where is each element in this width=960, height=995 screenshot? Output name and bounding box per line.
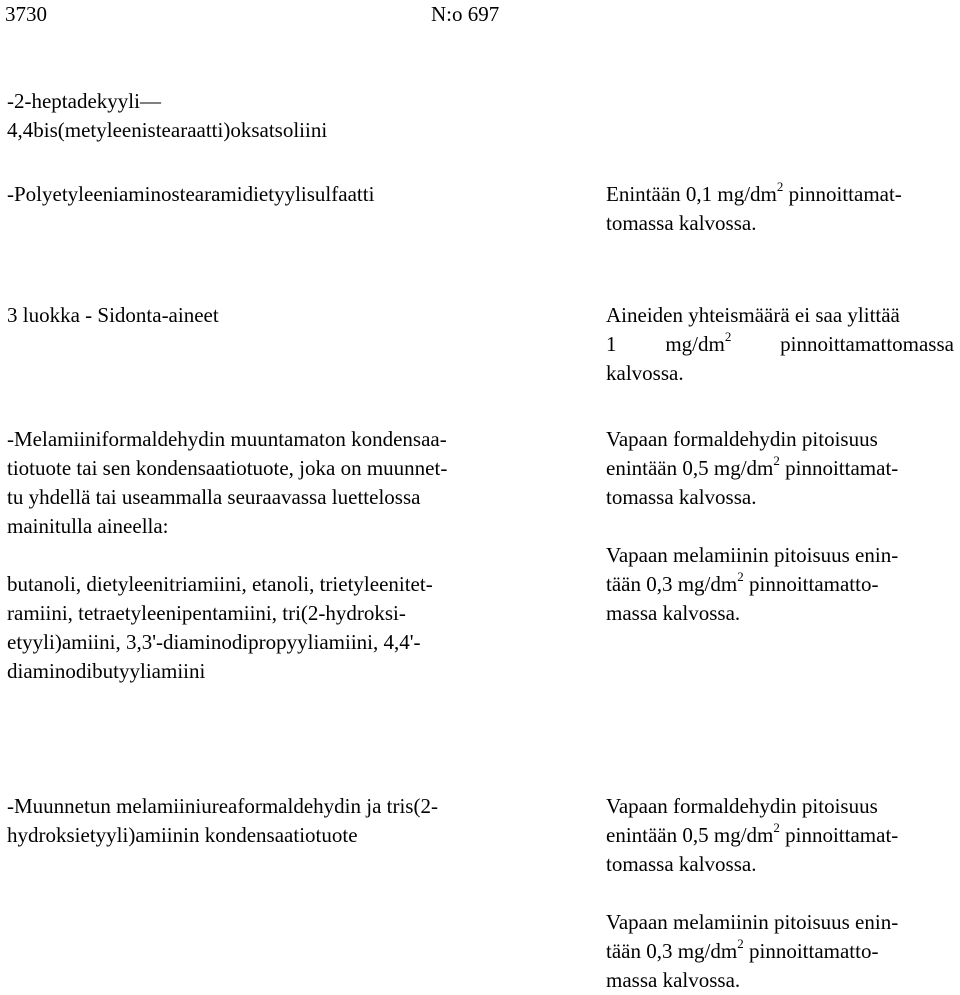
text-line: -2-heptadekyyli— xyxy=(7,89,161,113)
text-segment: pinnoittamattomassa xyxy=(780,332,954,356)
limit-melamine-1 xyxy=(606,541,898,628)
superscript: 2 xyxy=(773,453,780,468)
text-line: Vapaan melamiinin pitoisuus enin- xyxy=(606,543,899,567)
limit-melamine-2 xyxy=(606,908,898,995)
text-segment: enintään 0,5 mg/dm xyxy=(606,823,774,847)
text-segment: tään 0,3 mg/dm xyxy=(606,939,738,963)
text-line xyxy=(606,454,898,483)
text-line: tu yhdellä tai useammalla seuraavassa luettelossa xyxy=(7,485,421,509)
limit-formaldehyde-1 xyxy=(606,425,898,512)
text-line: -Melamiiniformaldehydin muuntamaton kondensaa- xyxy=(7,427,447,451)
text-line: kalvossa. xyxy=(606,361,684,385)
text-line: hydroksietyyli)amiinin kondensaatiotuote xyxy=(7,823,358,847)
text-segment: pinnoittamat- xyxy=(783,182,902,206)
limit-polyethylene xyxy=(606,180,902,238)
text-line xyxy=(606,570,898,599)
text-line: diaminodibutyyliamiini xyxy=(7,659,206,683)
class3-limit xyxy=(606,301,954,388)
text-line: butanoli, dietyleenitriamiini, etanoli, trietyleenitet- xyxy=(7,572,433,596)
limit-formaldehyde-2 xyxy=(606,792,898,879)
text-segment: pinnoittamat- xyxy=(779,456,899,480)
text-segment: tään 0,3 mg/dm xyxy=(606,572,738,596)
class3-heading: 3 luokka - Sidonta-aineet xyxy=(7,303,219,327)
text-segment: Enintään 0,1 mg/dm xyxy=(606,182,777,206)
entry-polyethylene: -Polyetyleeniaminostearamidietyylisulfaatti xyxy=(7,182,375,206)
text-line xyxy=(606,180,902,209)
text-line: tomassa kalvossa. xyxy=(606,485,757,509)
text-line: Vapaan formaldehydin pitoisuus xyxy=(606,427,878,451)
text-line xyxy=(606,330,954,359)
substances-list xyxy=(7,570,433,686)
superscript: 2 xyxy=(724,329,732,344)
superscript: 2 xyxy=(773,820,780,835)
text-segment: mg/dm xyxy=(665,332,725,356)
text-line xyxy=(606,937,898,966)
text-line: -Muunnetun melamiiniureaformaldehydin ja tris(2- xyxy=(7,794,438,818)
issue-number: N:o 697 xyxy=(431,2,500,26)
text-segment: 1 xyxy=(606,332,617,356)
text-line: 4,4bis(metyleenistearaatti)oksatsoliini xyxy=(7,118,328,142)
text-segment: pinnoittamat- xyxy=(779,823,899,847)
superscript: 2 xyxy=(776,179,784,194)
page-number: 3730 xyxy=(5,2,47,26)
text-line: tomassa kalvossa. xyxy=(606,852,757,876)
text-line: tomassa kalvossa. xyxy=(606,211,757,235)
text-line: ramiini, tetraetyleenipentamiini, tri(2-hydroksi- xyxy=(7,601,406,625)
text-line: mainitulla aineella: xyxy=(7,514,169,538)
text-segment xyxy=(665,330,731,359)
entry-modified-melamine xyxy=(7,792,438,850)
superscript: 2 xyxy=(737,569,744,584)
text-line: massa kalvossa. xyxy=(606,601,741,625)
entry-heptadecyl xyxy=(7,87,327,145)
text-line: Vapaan melamiinin pitoisuus enin- xyxy=(606,910,899,934)
text-line: massa kalvossa. xyxy=(606,968,741,992)
text-segment: pinnoittamatto- xyxy=(743,939,879,963)
text-segment: pinnoittamatto- xyxy=(743,572,879,596)
text-line xyxy=(606,821,898,850)
text-line: tiotuote tai sen kondensaatiotuote, joka on muunnet- xyxy=(7,456,448,480)
superscript: 2 xyxy=(737,936,744,951)
text-segment: enintään 0,5 mg/dm xyxy=(606,456,774,480)
entry-melamine xyxy=(7,425,447,541)
text-line: Aineiden yhteismäärä ei saa ylittää xyxy=(606,303,900,327)
text-line: Vapaan formaldehydin pitoisuus xyxy=(606,794,878,818)
text-line: etyyli)amiini, 3,3'-diaminodipropyyliamiini, 4,4'- xyxy=(7,630,421,654)
